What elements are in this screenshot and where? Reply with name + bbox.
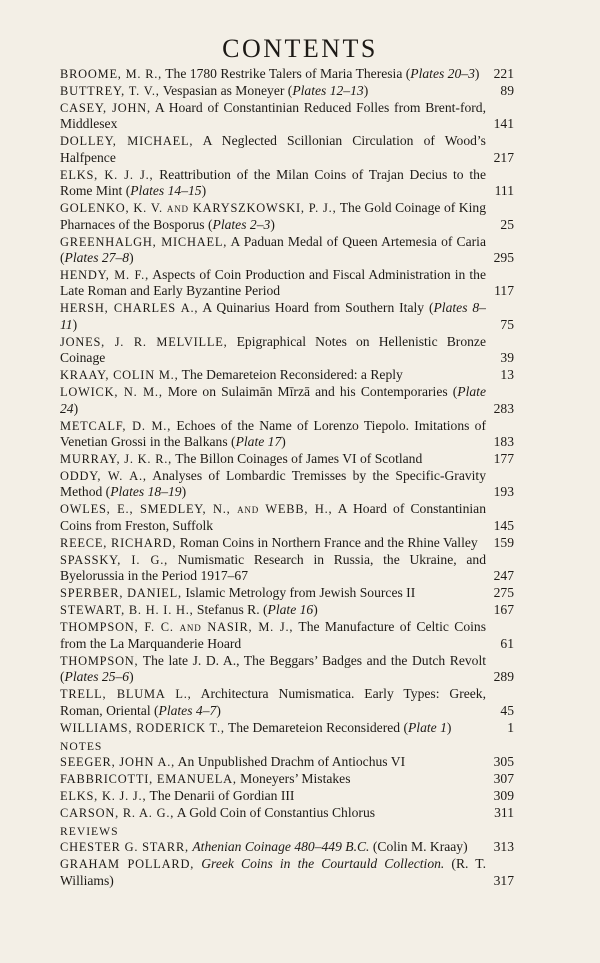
- entry-plates: Plates 8–11: [60, 300, 486, 332]
- entry-author: JONES, J. R. MELVILLE,: [60, 334, 228, 349]
- entry-author: OWLES, E., SMEDLEY, N., and WEBB, H.,: [60, 502, 333, 517]
- entry-title: The Demareteion Reconsidered (: [224, 719, 408, 735]
- entry-plates: Plate 16: [267, 602, 314, 618]
- entry-title: The Denarii of Gordian III: [146, 787, 295, 803]
- entry-title: Reattribution of the Milan Coins of Trajan Decius to the Rome Mint (: [60, 166, 486, 199]
- entry-plates: Plates 27–8: [64, 250, 130, 266]
- contents-entry: [60, 771, 514, 787]
- entry-title: Analyses of Lombardic Tremisses by the Specific-Gravity Method (: [60, 468, 486, 500]
- contents-entry: [60, 451, 514, 467]
- entry-title: A Hoard of Constantinian Coins from Freston, Suffolk: [60, 501, 486, 533]
- entry-text: [60, 234, 514, 267]
- contents-entry: [60, 686, 514, 719]
- entry-tail: ): [72, 316, 78, 332]
- entry-text: [60, 300, 514, 333]
- entry-title: A Paduan Medal of Queen Artemesia of Caria (: [60, 233, 486, 266]
- contents-entry: [60, 653, 514, 686]
- entry-author: ODDY, W. A.,: [60, 469, 147, 484]
- entry-tail: ): [270, 216, 275, 232]
- entry-author: GRAHAM POLLARD,: [60, 857, 195, 872]
- entry-tail: ): [313, 602, 318, 618]
- entry-author: SPERBER, DANIEL,: [60, 586, 182, 601]
- entry-text: [60, 133, 514, 166]
- entry-tail: ): [129, 669, 134, 685]
- contents-entry: [60, 788, 514, 804]
- entry-tail: (Colin M. Kraay): [369, 839, 468, 855]
- entry-plates: Plate 1: [408, 719, 447, 735]
- entry-text: [60, 83, 514, 99]
- entry-page-number: 247: [493, 568, 514, 584]
- entry-page-number: 117: [494, 283, 514, 299]
- entry-author: LOWICK, N. M.,: [60, 385, 163, 400]
- entry-page-number: 221: [493, 66, 514, 81]
- entry-author: KRAAY, COLIN M.,: [60, 368, 179, 383]
- entry-page-number: 141: [493, 116, 514, 132]
- entry-text: [60, 619, 514, 652]
- entry-author: METCALF, D. M.,: [60, 418, 172, 433]
- entry-page-number: 275: [493, 585, 514, 601]
- entry-page-number: 193: [493, 484, 514, 500]
- entry-text: [60, 788, 514, 804]
- entry-title: An Unpublished Drachm of Antiochus VI: [175, 753, 406, 769]
- contents-entry: [60, 839, 514, 855]
- entry-title: A Neglected Scillonian Circulation of Wood’s Halfpence: [60, 133, 486, 165]
- entry-page-number: 167: [493, 602, 514, 618]
- entry-page-number: 295: [493, 250, 514, 266]
- entry-author: MURRAY, J. K. R.,: [60, 452, 173, 467]
- entry-page-number: 1: [507, 719, 514, 735]
- notes-list: [60, 754, 514, 821]
- entry-title: Islamic Metrology from Jewish Sources II: [181, 585, 416, 601]
- contents-entry: [60, 200, 514, 233]
- entry-page-number: 289: [493, 669, 514, 685]
- entry-text: [60, 552, 514, 585]
- entry-page-number: 111: [494, 183, 514, 199]
- entry-author: BUTTREY, T. V.,: [60, 84, 160, 98]
- entry-text: [60, 720, 514, 736]
- contents-list: [60, 66, 514, 890]
- entry-plates: Plate 24: [60, 384, 486, 416]
- entry-plates: Greek Coins in the Courtauld Collection.: [201, 856, 445, 872]
- contents-entry: [60, 300, 514, 333]
- entry-page-number: 311: [494, 804, 514, 820]
- entry-plates: Plate 17: [235, 434, 282, 450]
- entry-title: The Manufacture of Celtic Coins from the La Marquanderie Hoard: [60, 619, 486, 651]
- entry-title: A Quinarius Hoard from Southern Italy (: [198, 300, 434, 316]
- entry-title: Stefanus R. (: [193, 602, 268, 618]
- entry-text: [60, 771, 514, 787]
- entry-page-number: 13: [500, 367, 514, 383]
- entry-text: [60, 686, 514, 719]
- entry-page-number: 183: [493, 434, 514, 450]
- contents-entry: [60, 133, 514, 166]
- entry-author: ELKS, K. J. J.,: [60, 788, 147, 803]
- entry-text: [60, 384, 514, 417]
- contents-entry: [60, 384, 514, 417]
- entry-text: [60, 334, 514, 367]
- entry-author: SPASSKY, I. G.,: [60, 552, 168, 567]
- entry-tail: ): [73, 400, 79, 416]
- entry-title: Aspects of Coin Production and Fiscal Administration in the Late Roman and Early Byzantine Period: [60, 267, 486, 299]
- entry-author: CARSON, R. A. G.,: [60, 805, 175, 820]
- contents-entry: [60, 167, 514, 200]
- contents-entry: [60, 805, 514, 821]
- contents-entry: [60, 100, 514, 133]
- entry-text: [60, 805, 514, 821]
- entry-plates: Plates 18–19: [110, 484, 182, 500]
- entry-text: [60, 200, 514, 233]
- entry-author: FABBRICOTTI, EMANUELA,: [60, 771, 237, 786]
- entry-text: [60, 602, 514, 618]
- entry-plates: Plates 25–6: [64, 669, 130, 685]
- entry-author: CHESTER G. STARR,: [60, 840, 189, 855]
- entry-text: [60, 585, 514, 601]
- entry-text: [60, 66, 514, 82]
- entry-author: BROOME, M. R.,: [60, 67, 163, 81]
- entry-title: More on Sulaimān Mīrzā and his Contemporaries (: [162, 384, 458, 400]
- contents-entry: [60, 83, 514, 99]
- contents-entry: [60, 501, 514, 534]
- contents-entry: [60, 602, 514, 618]
- entry-text: [60, 839, 514, 855]
- entry-title: The Gold Coinage of King Pharnaces of the Bosporus (: [60, 200, 486, 232]
- page-title: CONTENTS: [222, 34, 378, 63]
- entry-page-number: 25: [500, 216, 514, 232]
- reviews-list: [60, 839, 514, 889]
- entry-page-number: 177: [493, 451, 514, 467]
- entry-title: Vespasian as Moneyer (: [159, 83, 293, 98]
- entry-text: [60, 535, 514, 551]
- entry-title: Roman Coins in Northern France and the Rhine Valley: [176, 534, 478, 550]
- entry-author: ELKS, K. J. J.,: [60, 167, 154, 182]
- entry-page-number: 89: [500, 83, 514, 98]
- contents-entry: [60, 66, 514, 82]
- entry-text: [60, 451, 514, 467]
- entry-page-number: 61: [500, 635, 514, 651]
- entry-tail: ): [129, 250, 134, 266]
- entry-author: STEWART, B. H. I. H.,: [60, 603, 194, 618]
- entry-author: DOLLEY, MICHAEL,: [60, 134, 194, 149]
- entry-plates: Plates 20–3: [410, 66, 475, 81]
- entry-author: THOMPSON, F. C. and NASIR, M. J.,: [60, 620, 294, 635]
- entry-author: REECE, RICHARD,: [60, 535, 177, 550]
- entry-page-number: 217: [493, 149, 514, 165]
- entry-author: WILLIAMS, RODERICK T.,: [60, 720, 225, 735]
- entry-page-number: 309: [493, 787, 514, 803]
- contents-entry: [60, 619, 514, 652]
- entry-plates: Plates 4–7: [158, 702, 217, 718]
- reviews-heading: REVIEWS: [60, 825, 119, 839]
- contents-entry: [60, 267, 514, 300]
- entry-title: The 1780 Restrike Talers of Maria Theresia (: [162, 66, 411, 81]
- entry-author: HENDY, M. F.,: [60, 268, 149, 283]
- contents-entry: [60, 585, 514, 601]
- entry-author: GOLENKO, K. V. and KARYSZKOWSKI, P. J.,: [60, 201, 337, 216]
- articles-list: [60, 66, 514, 736]
- entry-author: CASEY, JOHN,: [60, 101, 151, 115]
- contents-entry: [60, 234, 514, 267]
- entry-tail: ): [201, 183, 207, 199]
- entry-text: [60, 367, 514, 383]
- notes-heading: NOTES: [60, 739, 103, 753]
- entry-title: Echoes of the Name of Lorenzo Tiepolo. Imitations of Venetian Grossi in the Balkans (: [60, 417, 486, 450]
- contents-entry: [60, 468, 514, 501]
- entry-text: [60, 468, 514, 501]
- entry-page-number: 145: [493, 517, 514, 533]
- entry-author: HERSH, CHARLES A.,: [60, 301, 199, 316]
- entry-page-number: 75: [500, 316, 514, 332]
- entry-author: THOMPSON,: [60, 653, 139, 668]
- entry-title: A Hoard of Constantinian Reduced Folles from Brent-ford, Middlesex: [60, 100, 486, 132]
- entry-page-number: 39: [500, 350, 514, 366]
- entry-plates: Plates 2–3: [212, 216, 271, 232]
- entry-author: TRELL, BLUMA L.,: [60, 687, 192, 702]
- entry-tail: ): [216, 702, 221, 718]
- entry-plates: Plates 12–13: [292, 83, 364, 98]
- contents-entry: [60, 720, 514, 736]
- entry-title: Epigraphical Notes on Hellenistic Bronze Coinage: [60, 333, 486, 366]
- entry-plates: Athenian Coinage 480–449 B.C.: [192, 839, 370, 855]
- entry-page-number: 313: [493, 839, 514, 855]
- entry-page-number: 159: [493, 534, 514, 550]
- entry-tail: (R. T. Williams): [60, 856, 486, 888]
- contents-entry: [60, 535, 514, 551]
- entry-title: The Demareteion Reconsidered: a Reply: [178, 367, 403, 383]
- contents-entry: [60, 552, 514, 585]
- contents-entry: [60, 754, 514, 770]
- entry-title: A Gold Coin of Constantius Chlorus: [174, 804, 376, 820]
- entry-page-number: 307: [493, 770, 514, 786]
- entry-tail: ): [363, 83, 369, 98]
- entry-text: [60, 653, 514, 686]
- entry-text: [60, 267, 514, 300]
- entry-text: [60, 418, 514, 451]
- entry-page-number: 305: [493, 753, 514, 769]
- entry-tail: ): [181, 484, 187, 500]
- contents-entry: [60, 367, 514, 383]
- entry-plates: Plates 14–15: [130, 183, 202, 199]
- entry-title: Moneyers’ Mistakes: [236, 770, 351, 786]
- entry-text: [60, 167, 514, 200]
- entry-text: [60, 100, 514, 133]
- entry-text: [60, 856, 514, 889]
- entry-title: Architectura Numismatica. Early Types: Greek, Roman, Oriental (: [60, 686, 486, 718]
- entry-tail: ): [474, 66, 480, 81]
- entry-text: [60, 501, 514, 534]
- contents-entry: [60, 334, 514, 367]
- entry-tail: ): [446, 719, 452, 735]
- entry-tail: ): [281, 434, 286, 450]
- entry-title: The late J. D. A., The Beggars’ Badges and the Dutch Revolt (: [60, 652, 486, 685]
- entry-page-number: 317: [493, 872, 514, 888]
- entry-author: SEEGER, JOHN A.,: [60, 754, 176, 769]
- entry-title: The Billon Coinages of James VI of Scotland: [172, 451, 423, 467]
- entry-page-number: 45: [500, 702, 514, 718]
- contents-entry: [60, 856, 514, 889]
- entry-text: [60, 754, 514, 770]
- entry-page-number: 283: [493, 400, 514, 416]
- entry-author: GREENHALGH, MICHAEL,: [60, 234, 228, 249]
- contents-entry: [60, 418, 514, 451]
- entry-title: Numismatic Research in Russia, the Ukraine, and Byelorussia in the Period 1917–67: [60, 551, 486, 584]
